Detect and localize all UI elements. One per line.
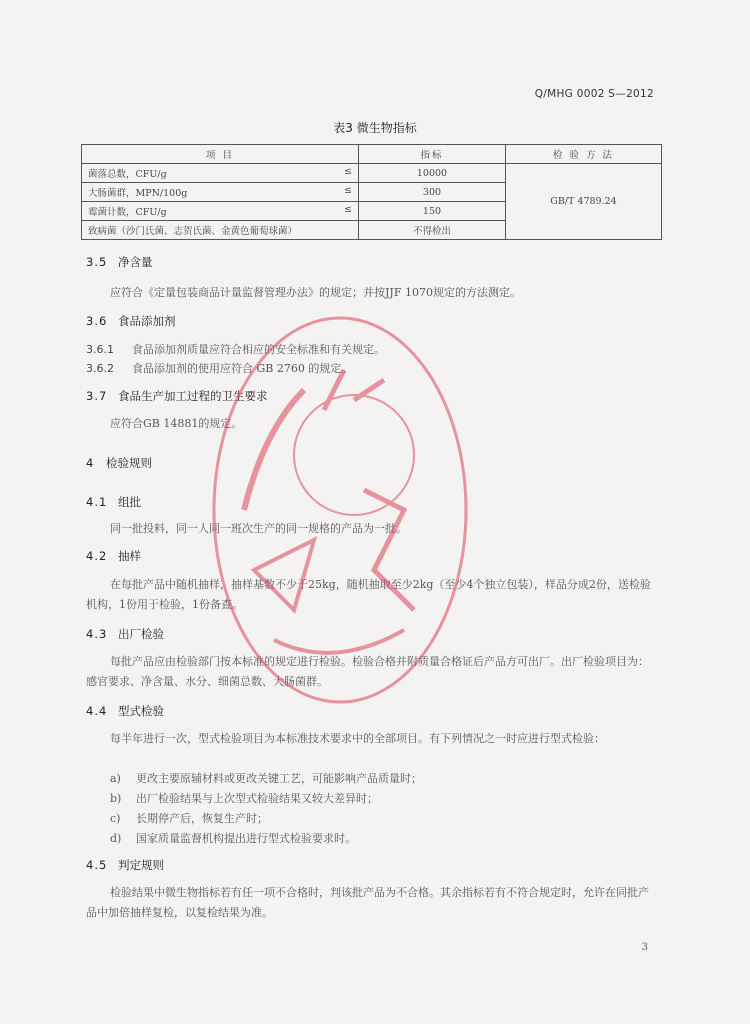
section-heading: 3.5 净含量 (86, 255, 153, 269)
paragraph: 每批产品应由检验部门按本标准的规定进行检验。检验合格并附质量合格证后产品方可出厂。出厂检验项目为：感官要求、净含量、水分、细菌总数、大肠菌群。 (86, 655, 649, 688)
paragraph: 在每批产品中随机抽样，抽样基数不少于25kg，随机抽取至少2kg（至少4个独立包装），样品分成2份，送检验机构，1份用于检验，1份备查。 (86, 578, 651, 611)
list-item: a) 更改主要原辅材料或更改关键工艺，可能影响产品质量时； (110, 772, 422, 785)
paragraph: 应符合《定量包装商品计量监督管理办法》的规定；并按JJF 1070规定的方法测定。 (110, 286, 521, 299)
row-value: 300 (359, 183, 506, 202)
section-heading: 3.7 食品生产加工过程的卫生要求 (86, 389, 268, 403)
row-value: 10000 (359, 164, 506, 183)
section-heading: 4.5 判定规则 (86, 858, 164, 872)
microbial-indicator-table (81, 144, 662, 240)
row-op: ≤ (344, 185, 352, 196)
paragraph: 应符合GB 14881的规定。 (110, 417, 243, 430)
paragraph: 检验结果中微生物指标若有任一项不合格时，判该批产品为不合格。其余指标若有不符合规定时，允许在同批产品中加倍抽样复检，以复检结果为准。 (86, 886, 649, 919)
list-item: c) 长期停产后，恢复生产时； (110, 812, 268, 825)
standard-code: Q/MHG 0002 S—2012 (534, 88, 654, 100)
list-item: b) 出厂检验结果与上次型式检验结果又较大差异时； (110, 792, 378, 805)
table-row (82, 164, 662, 183)
row-item: 霉菌计数，CFU/g (88, 207, 167, 218)
list-item: d) 国家质量监督机构提出进行型式检验要求时。 (110, 832, 356, 845)
table-header-row (82, 145, 662, 164)
row-item: 大肠菌群，MPN/100g (88, 188, 188, 199)
paragraph: 同一批投料，同一人同一班次生产的同一规格的产品为一批。 (110, 522, 407, 535)
test-method: GB/T 4789.24 (506, 164, 662, 240)
header-item: 项 目 (82, 145, 359, 164)
row-item: 致病菌（沙门氏菌、志贺氏菌、金黄色葡萄球菌） (88, 226, 298, 237)
row-item: 菌落总数，CFU/g (88, 169, 167, 180)
row-op: ≤ (344, 204, 352, 215)
row-op: ≤ (344, 166, 352, 177)
subclause: 3.6.2 食品添加剂的使用应符合 GB 2760 的规定。 (86, 362, 353, 375)
section-heading: 4.3 出厂检验 (86, 627, 164, 641)
section-heading: 3.6 食品添加剂 (86, 314, 176, 328)
row-value: 不得检出 (359, 221, 506, 240)
header-method: 检 验 方 法 (506, 145, 662, 164)
subclause: 3.6.1 食品添加剂质量应符合相应的安全标准和有关规定。 (86, 343, 385, 356)
section-heading: 4.1 组批 (86, 495, 141, 509)
section-heading: 4.2 抽样 (86, 549, 141, 563)
page-number: 3 (641, 942, 648, 953)
chapter-heading: 4 检验规则 (86, 456, 152, 470)
paragraph: 每半年进行一次，型式检验项目为本标准技术要求中的全部项目。有下列情况之一时应进行型式检验： (110, 732, 605, 745)
row-value: 150 (359, 202, 506, 221)
section-heading: 4.4 型式检验 (86, 704, 164, 718)
header-indicator: 指标 (359, 145, 506, 164)
table-title: 表3 微生物指标 (333, 121, 417, 135)
